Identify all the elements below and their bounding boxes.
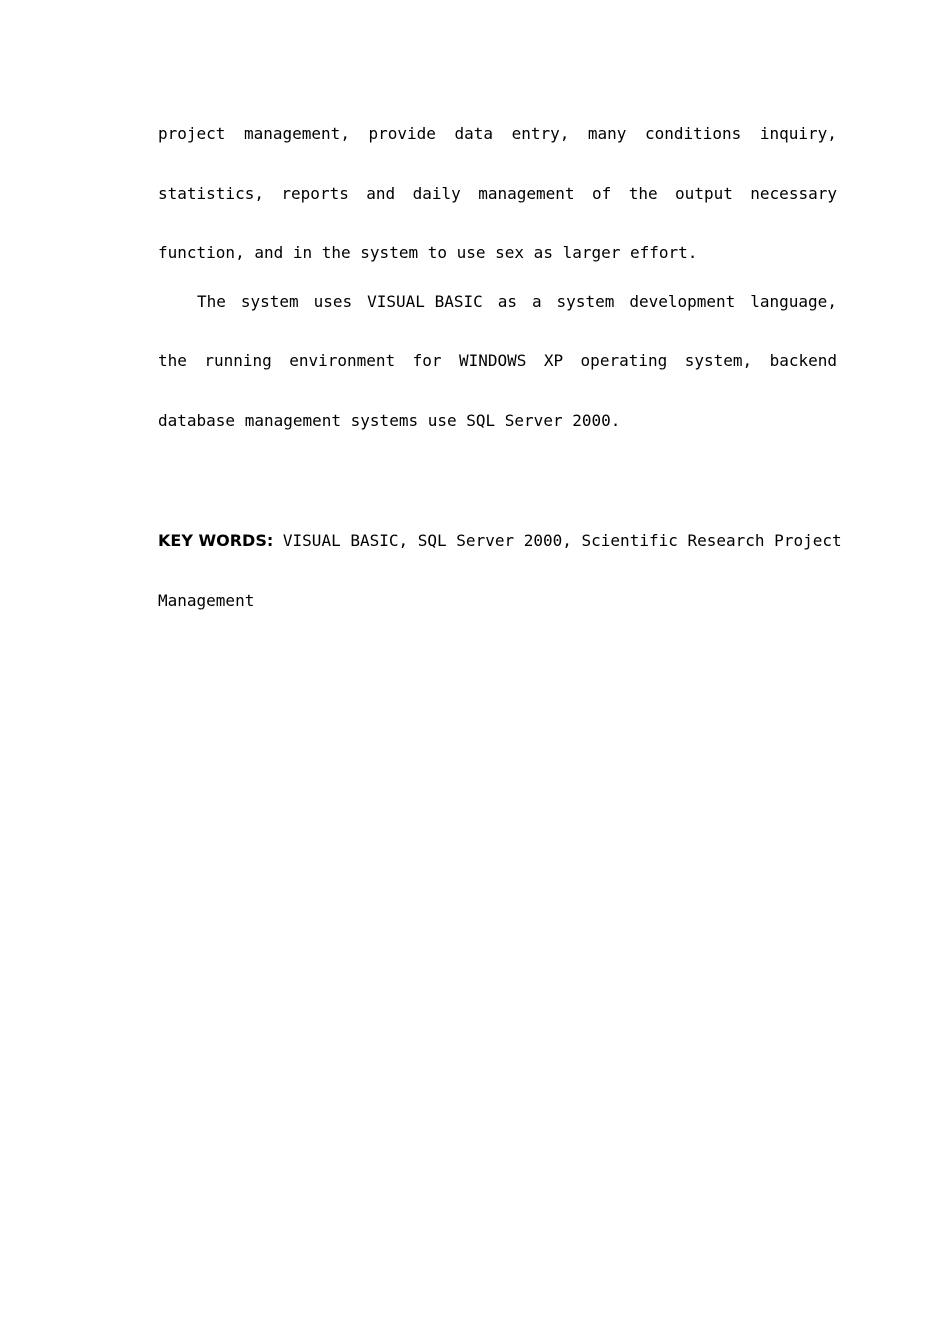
word: provide xyxy=(368,124,436,143)
word: running xyxy=(204,351,272,370)
word: of xyxy=(592,184,612,203)
word: many xyxy=(587,124,627,143)
paragraph-2-line-3: database management systems use SQL Server 2000. xyxy=(158,411,621,430)
word: reports xyxy=(281,184,349,203)
word: the xyxy=(158,351,187,370)
word: management xyxy=(478,184,575,203)
word: VISUAL BASIC xyxy=(367,292,483,311)
word: output xyxy=(675,184,733,203)
word: for xyxy=(412,351,442,370)
keywords-line-2: Management xyxy=(158,591,255,610)
paragraph-2-line-1 xyxy=(197,292,837,312)
word: conditions xyxy=(644,124,742,143)
word: necessary xyxy=(750,184,837,203)
word: WINDOWS xyxy=(458,351,527,370)
word: and xyxy=(366,184,396,203)
word: management, xyxy=(243,124,350,143)
word: uses xyxy=(313,292,353,311)
word: The xyxy=(197,292,226,311)
word: system, xyxy=(684,351,753,370)
word: as xyxy=(497,292,517,311)
word: entry, xyxy=(511,124,570,143)
paragraph-1-line-1 xyxy=(158,124,837,144)
word: inquiry, xyxy=(759,124,837,143)
word: backend xyxy=(769,351,837,370)
keywords-label: KEY WORDS: xyxy=(158,531,274,550)
paragraph-2-line-2 xyxy=(158,351,837,371)
word: environment xyxy=(289,351,396,370)
word: development xyxy=(629,292,736,311)
word: XP xyxy=(543,351,564,370)
word: project xyxy=(158,124,226,143)
word: language, xyxy=(750,292,837,311)
paragraph-1-line-2 xyxy=(158,184,837,204)
word: the xyxy=(628,184,658,203)
keywords-line-1 xyxy=(158,531,842,551)
word: data xyxy=(454,124,494,143)
keywords-text: VISUAL BASIC, SQL Server 2000, Scientific Research Project xyxy=(282,531,842,550)
word: a xyxy=(531,292,542,311)
word: daily xyxy=(412,184,461,203)
paragraph-1-line-3: function, and in the system to use sex as larger effort. xyxy=(158,243,698,262)
word: operating xyxy=(580,351,668,370)
word: system xyxy=(556,292,615,311)
word: system xyxy=(240,292,299,311)
word: statistics, xyxy=(158,184,264,203)
